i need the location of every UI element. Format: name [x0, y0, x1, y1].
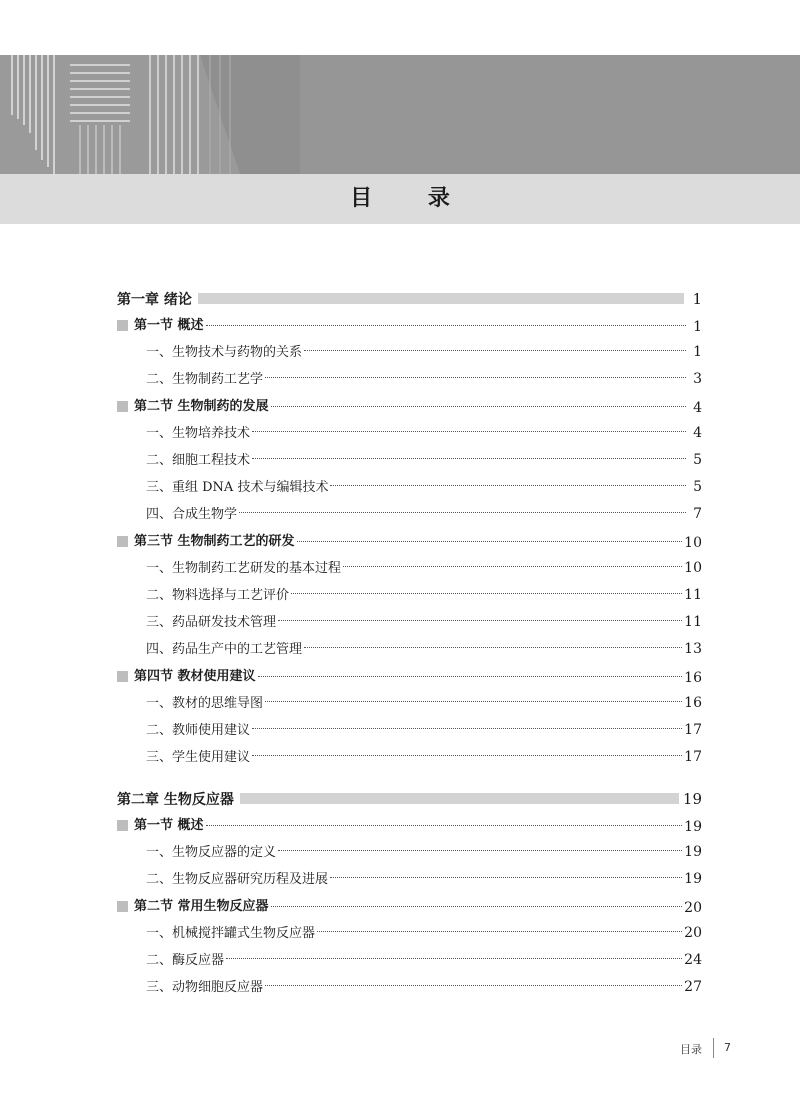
dot-leader	[265, 985, 682, 986]
section-label	[117, 393, 269, 420]
toc-item-row[interactable]	[117, 555, 702, 582]
item-page: 1	[693, 344, 702, 360]
toc-chapter-row[interactable]	[117, 285, 702, 312]
section-marker-icon	[117, 671, 128, 682]
section-title: 第一节 概述	[134, 318, 204, 333]
toc-item-row[interactable]	[117, 366, 702, 393]
toc-item-row[interactable]	[117, 474, 702, 501]
page-number: 7	[724, 1041, 731, 1054]
section-label	[117, 893, 269, 920]
chapter-page: 19	[682, 789, 702, 808]
item-title: 二、生物制药工艺学	[146, 372, 264, 387]
toc-item-row[interactable]	[117, 717, 702, 744]
toc-item-row[interactable]	[117, 866, 702, 893]
item-title: 二、生物反应器研究历程及进展	[146, 872, 329, 887]
item-page: 19	[684, 844, 702, 860]
item-page: 5	[693, 479, 702, 495]
item-title: 二、物料选择与工艺评价	[146, 588, 290, 603]
toc-item-row[interactable]	[117, 744, 702, 771]
dot-leader	[304, 647, 682, 648]
dot-leader	[297, 541, 683, 542]
toc-section-row[interactable]	[117, 893, 702, 920]
item-page: 20	[684, 925, 702, 941]
item-title: 四、药品生产中的工艺管理	[146, 642, 303, 657]
dot-leader	[343, 566, 682, 567]
item-page: 11	[684, 614, 702, 630]
toc-section-row[interactable]	[117, 812, 702, 839]
item-title: 一、生物培养技术	[146, 426, 251, 441]
dot-leader	[265, 377, 686, 378]
dot-leader	[252, 755, 682, 756]
item-title: 三、药品研发技术管理	[146, 615, 277, 630]
toc-item-row[interactable]	[117, 947, 702, 974]
chapter-title: 第二章 生物反应器	[117, 791, 234, 808]
toc-item-row[interactable]	[117, 447, 702, 474]
footer-separator	[713, 1038, 714, 1058]
toc-item-row[interactable]	[117, 974, 702, 1001]
section-page: 10	[684, 535, 702, 551]
dot-leader	[317, 931, 682, 932]
section-label	[117, 528, 295, 555]
toc-section-row[interactable]	[117, 312, 702, 339]
dot-leader	[206, 325, 686, 326]
item-page: 27	[684, 979, 702, 995]
section-title: 第三节 生物制药工艺的研发	[134, 534, 295, 549]
dot-leader	[291, 593, 682, 594]
section-marker-icon	[117, 401, 128, 412]
section-title: 第一节 概述	[134, 818, 204, 833]
toc-item-row[interactable]	[117, 501, 702, 528]
header-banner	[0, 55, 800, 174]
toc-item-row[interactable]	[117, 690, 702, 717]
dot-leader	[258, 676, 683, 677]
toc-item-row[interactable]	[117, 339, 702, 366]
section-label	[117, 663, 256, 690]
chapter-page: 1	[692, 289, 702, 308]
section-label	[117, 812, 204, 839]
item-title: 一、教材的思维导图	[146, 696, 264, 711]
item-page: 19	[684, 871, 702, 887]
dot-leader	[252, 431, 686, 432]
dot-leader	[226, 958, 682, 959]
section-page: 4	[693, 400, 702, 416]
section-marker-icon	[117, 820, 128, 831]
item-title: 四、合成生物学	[146, 507, 238, 522]
section-marker-icon	[117, 536, 128, 547]
dot-leader	[271, 906, 683, 907]
section-title: 第二节 常用生物反应器	[134, 899, 269, 914]
dot-leader	[206, 825, 683, 826]
dot-leader	[252, 458, 686, 459]
chapter-title: 第一章 绪论	[117, 291, 192, 308]
section-title: 第四节 教材使用建议	[134, 669, 256, 684]
item-page: 17	[684, 722, 702, 738]
item-page: 24	[684, 952, 702, 968]
section-page: 1	[693, 319, 702, 335]
section-page: 19	[684, 819, 702, 835]
dot-leader	[252, 728, 682, 729]
dot-leader	[330, 877, 682, 878]
decorative-stripes-graphic	[0, 55, 300, 174]
toc-item-row[interactable]	[117, 420, 702, 447]
item-page: 3	[693, 371, 702, 387]
item-title: 三、重组 DNA 技术与编辑技术	[146, 480, 329, 495]
toc-item-row[interactable]	[117, 839, 702, 866]
toc-section-row[interactable]	[117, 393, 702, 420]
item-page: 13	[684, 641, 702, 657]
chapter-bar	[198, 293, 684, 304]
dot-leader	[304, 350, 686, 351]
toc-item-row[interactable]	[117, 636, 702, 663]
page-footer	[0, 1038, 800, 1062]
section-label	[117, 312, 204, 339]
item-page: 7	[693, 506, 702, 522]
toc-section-row[interactable]	[117, 528, 702, 555]
page-title: 目 录	[350, 186, 474, 211]
toc-item-row[interactable]	[117, 582, 702, 609]
item-title: 二、细胞工程技术	[146, 453, 251, 468]
item-title: 二、酶反应器	[146, 953, 225, 968]
item-title: 二、教师使用建议	[146, 723, 251, 738]
item-title: 一、生物反应器的定义	[146, 845, 277, 860]
item-page: 11	[684, 587, 702, 603]
footer-label: 目录	[680, 1043, 702, 1056]
dot-leader	[330, 485, 686, 486]
toc-chapter-row[interactable]	[117, 785, 702, 812]
section-marker-icon	[117, 320, 128, 331]
dot-leader	[239, 512, 686, 513]
section-page: 20	[684, 900, 702, 916]
dot-leader	[265, 701, 682, 702]
item-page: 5	[693, 452, 702, 468]
item-page: 17	[684, 749, 702, 765]
item-title: 一、机械搅拌罐式生物反应器	[146, 926, 316, 941]
item-title: 三、学生使用建议	[146, 750, 251, 765]
dot-leader	[278, 850, 682, 851]
item-page: 10	[684, 560, 702, 576]
section-title: 第二节 生物制药的发展	[134, 399, 269, 414]
item-page: 4	[693, 425, 702, 441]
item-page: 16	[684, 695, 702, 711]
table-of-contents	[117, 285, 702, 1001]
section-page: 16	[684, 670, 702, 686]
item-title: 三、动物细胞反应器	[146, 980, 264, 995]
section-marker-icon	[117, 901, 128, 912]
chapter-bar	[240, 793, 679, 804]
dot-leader	[271, 406, 686, 407]
dot-leader	[278, 620, 682, 621]
item-title: 一、生物制药工艺研发的基本过程	[146, 561, 342, 576]
item-title: 一、生物技术与药物的关系	[146, 345, 303, 360]
toc-section-row[interactable]	[117, 663, 702, 690]
toc-item-row[interactable]	[117, 920, 702, 947]
toc-item-row[interactable]	[117, 609, 702, 636]
